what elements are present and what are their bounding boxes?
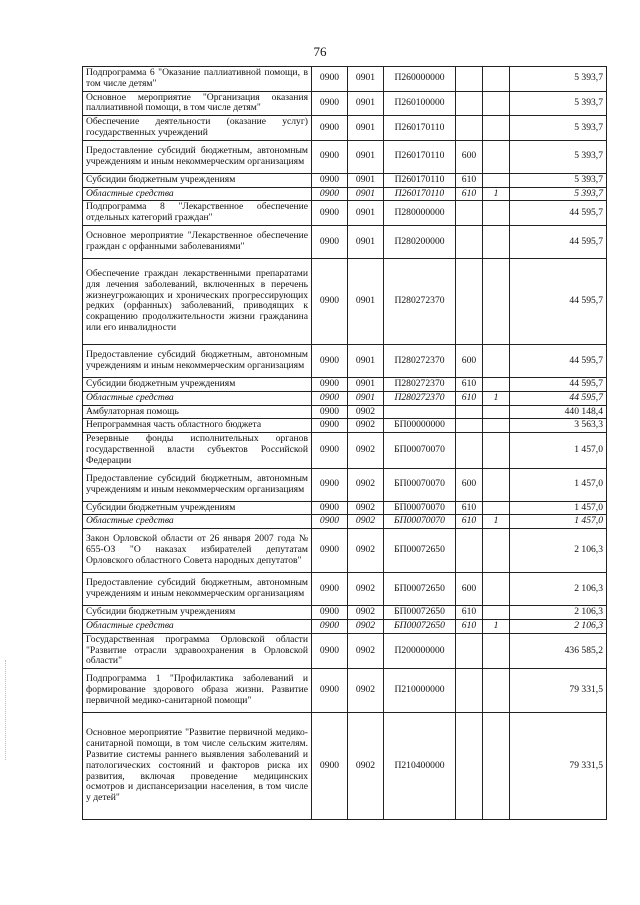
row-funding-source: 1 [483,515,510,529]
row-funding-source [483,225,510,258]
row-ministry-code: 0900 [312,391,348,405]
row-expense-type: 610 [456,391,483,405]
row-expense-type [456,116,483,141]
row-ministry-code: 0900 [312,419,348,433]
row-sum: 5 393,7 [510,140,607,173]
row-sum: 79 331,5 [510,713,607,820]
row-funding-source: 1 [483,187,510,201]
table-row [83,573,607,606]
row-sum: 44 595,7 [510,258,607,344]
row-target-code: П280272370 [384,344,456,377]
row-target-code: П260170110 [384,116,456,141]
row-ministry-code: 0900 [312,201,348,226]
row-target-code: БП00000000 [384,419,456,433]
row-name: Обеспечение граждан лекарственными препаратами для лечения заболеваний, включенных в перечень жизнеугрожающих и хронических прогрессирующих редких (орфанных) заболеваний, приводящих к сокращению продолжительности жизни гражданина или его инвалидности [83,258,312,344]
row-sum: 2 106,3 [510,606,607,620]
row-name: Основное мероприятие "Развитие первичной медико-санитарной помощи, в том числе сельским жителям. Развитие системы раннего выявления заболеваний и патологических состояний и факторов риска их развития, включая проведение медицинских осмотров и диспансеризации населения, в том числе у детей" [83,713,312,820]
row-target-code: П260000000 [384,67,456,92]
row-funding-source [483,433,510,468]
table-row [83,91,607,116]
row-ministry-code: 0900 [312,515,348,529]
row-expense-type [456,433,483,468]
row-sum: 436 585,2 [510,633,607,668]
row-sum: 44 595,7 [510,344,607,377]
row-target-code: П260170110 [384,173,456,187]
row-section-code: 0901 [348,173,384,187]
row-section-code: 0901 [348,377,384,391]
row-expense-type [456,225,483,258]
row-section-code: 0902 [348,713,384,820]
row-name: Подпрограмма 6 "Оказание паллиативной помощи, в том числе детям" [83,67,312,92]
row-target-code: П280000000 [384,201,456,226]
row-expense-type: 610 [456,515,483,529]
row-section-code: 0902 [348,468,384,501]
row-sum: 5 393,7 [510,91,607,116]
row-name: Субсидии бюджетным учреждениям [83,501,312,515]
row-funding-source: 1 [483,391,510,405]
row-funding-source: 1 [483,619,510,633]
row-funding-source [483,377,510,391]
row-ministry-code: 0900 [312,91,348,116]
table-row [83,529,607,573]
row-expense-type [456,669,483,713]
row-sum: 5 393,7 [510,116,607,141]
row-sum: 5 393,7 [510,187,607,201]
row-name: Резервные фонды исполнительных органов государственной власти субъектов Российской Федерации [83,433,312,468]
row-section-code: 0901 [348,116,384,141]
row-target-code: П280200000 [384,225,456,258]
row-target-code: П260100000 [384,91,456,116]
table-row [83,633,607,668]
row-expense-type [456,258,483,344]
row-target-code [384,405,456,419]
row-expense-type: 610 [456,501,483,515]
table-row [83,173,607,187]
row-name: Подпрограмма 1 "Профилактика заболеваний и формирование здорового образа жизни. Развитие первичной медико-санитарной помощи" [83,669,312,713]
row-expense-type: 600 [456,468,483,501]
row-target-code: БП00070070 [384,501,456,515]
row-sum: 44 595,7 [510,225,607,258]
row-funding-source [483,419,510,433]
row-target-code: БП00070070 [384,515,456,529]
row-target-code: П260170110 [384,140,456,173]
table-row [83,344,607,377]
row-sum: 1 457,0 [510,468,607,501]
row-sum: 1 457,0 [510,433,607,468]
table-row [83,619,607,633]
row-section-code: 0902 [348,573,384,606]
row-funding-source [483,633,510,668]
row-funding-source [483,344,510,377]
row-name: Государственная программа Орловской области "Развитие отрасли здравоохранения в Орловской области" [83,633,312,668]
row-ministry-code: 0900 [312,258,348,344]
row-funding-source [483,258,510,344]
row-funding-source [483,713,510,820]
table-row [83,419,607,433]
row-funding-source [483,573,510,606]
row-funding-source [483,468,510,501]
row-section-code: 0901 [348,67,384,92]
row-funding-source [483,501,510,515]
row-ministry-code: 0900 [312,187,348,201]
row-expense-type: 610 [456,377,483,391]
row-name: Амбулаторная помощь [83,405,312,419]
row-target-code: БП00072650 [384,606,456,620]
table-row [83,225,607,258]
row-target-code: П280272370 [384,377,456,391]
table-row [83,187,607,201]
row-expense-type: 610 [456,619,483,633]
row-target-code: БП00072650 [384,573,456,606]
row-target-code: П260170110 [384,187,456,201]
table-row [83,606,607,620]
row-sum: 5 393,7 [510,173,607,187]
row-section-code: 0902 [348,633,384,668]
table-row [83,468,607,501]
row-section-code: 0902 [348,405,384,419]
row-ministry-code: 0900 [312,140,348,173]
row-sum: 44 595,7 [510,377,607,391]
row-sum: 2 106,3 [510,529,607,573]
row-funding-source [483,173,510,187]
table-row [83,391,607,405]
row-funding-source [483,529,510,573]
row-target-code: П280272370 [384,258,456,344]
row-funding-source [483,91,510,116]
table-row [83,405,607,419]
row-ministry-code: 0900 [312,633,348,668]
row-ministry-code: 0900 [312,433,348,468]
row-expense-type [456,713,483,820]
row-section-code: 0902 [348,515,384,529]
page-number: 76 [313,44,327,59]
row-section-code: 0901 [348,391,384,405]
scan-margin-mark [5,660,7,760]
row-section-code: 0901 [348,91,384,116]
row-name: Областные средства [83,515,312,529]
row-ministry-code: 0900 [312,225,348,258]
row-expense-type [456,529,483,573]
row-ministry-code: 0900 [312,619,348,633]
row-ministry-code: 0900 [312,344,348,377]
row-expense-type: 610 [456,187,483,201]
budget-table-body [83,67,607,820]
row-section-code: 0901 [348,201,384,226]
table-row [83,67,607,92]
row-section-code: 0902 [348,501,384,515]
table-row [83,713,607,820]
budget-table [82,66,607,820]
row-name: Областные средства [83,391,312,405]
row-target-code: БП00070070 [384,468,456,501]
row-expense-type [456,91,483,116]
row-sum: 1 457,0 [510,501,607,515]
row-funding-source [483,405,510,419]
row-name: Подпрограмма 8 "Лекарственное обеспечение отдельных категорий граждан" [83,201,312,226]
row-name: Субсидии бюджетным учреждениям [83,606,312,620]
row-name: Обеспечение деятельности (оказание услуг) государственных учреждений [83,116,312,141]
row-ministry-code: 0900 [312,67,348,92]
row-sum: 1 457,0 [510,515,607,529]
row-expense-type: 600 [456,140,483,173]
row-section-code: 0902 [348,433,384,468]
row-funding-source [483,116,510,141]
row-target-code: П210400000 [384,713,456,820]
row-expense-type: 600 [456,344,483,377]
row-sum: 44 595,7 [510,201,607,226]
row-ministry-code: 0900 [312,529,348,573]
table-row [83,201,607,226]
row-section-code: 0902 [348,619,384,633]
table-row [83,377,607,391]
row-ministry-code: 0900 [312,713,348,820]
row-section-code: 0901 [348,187,384,201]
row-section-code: 0902 [348,669,384,713]
table-row [83,501,607,515]
row-section-code: 0901 [348,258,384,344]
row-name: Предоставление субсидий бюджетным, автономным учреждениям и иным некоммерческим организациям [83,344,312,377]
row-expense-type [456,419,483,433]
row-ministry-code: 0900 [312,501,348,515]
row-expense-type: 600 [456,573,483,606]
row-ministry-code: 0900 [312,606,348,620]
row-name: Предоставление субсидий бюджетным, автономным учреждениям и иным некоммерческим организациям [83,573,312,606]
row-target-code: П210000000 [384,669,456,713]
row-ministry-code: 0900 [312,377,348,391]
row-sum: 3 563,3 [510,419,607,433]
row-ministry-code: 0900 [312,116,348,141]
row-name: Областные средства [83,187,312,201]
row-expense-type [456,405,483,419]
row-section-code: 0901 [348,225,384,258]
row-expense-type [456,67,483,92]
row-target-code: БП00072650 [384,619,456,633]
row-name: Субсидии бюджетным учреждениям [83,173,312,187]
row-sum: 44 595,7 [510,391,607,405]
row-sum: 2 106,3 [510,573,607,606]
row-expense-type [456,633,483,668]
row-sum: 5 393,7 [510,67,607,92]
row-name: Основное мероприятие "Лекарственное обеспечение граждан с орфанными заболеваниями" [83,225,312,258]
row-sum: 2 106,3 [510,619,607,633]
row-name: Областные средства [83,619,312,633]
row-section-code: 0902 [348,606,384,620]
row-target-code: П200000000 [384,633,456,668]
row-expense-type [456,201,483,226]
row-sum: 440 148,4 [510,405,607,419]
row-funding-source [483,669,510,713]
row-section-code: 0902 [348,419,384,433]
table-row [83,116,607,141]
table-row [83,515,607,529]
row-sum: 79 331,5 [510,669,607,713]
row-name: Основное мероприятие "Организация оказания паллиативной помощи, в том числе детям" [83,91,312,116]
row-target-code: БП00072650 [384,529,456,573]
row-funding-source [483,140,510,173]
row-expense-type: 610 [456,173,483,187]
row-section-code: 0901 [348,344,384,377]
row-name: Субсидии бюджетным учреждениям [83,377,312,391]
row-ministry-code: 0900 [312,468,348,501]
row-target-code: БП00070070 [384,433,456,468]
row-ministry-code: 0900 [312,573,348,606]
row-section-code: 0902 [348,529,384,573]
row-expense-type: 610 [456,606,483,620]
table-row [83,258,607,344]
row-funding-source [483,606,510,620]
row-target-code: П280272370 [384,391,456,405]
table-row [83,140,607,173]
row-name: Закон Орловской области от 26 января 2007 года № 655-ОЗ "О наказах избирателей депутатам Орловского областного Совета народных депутатов" [83,529,312,573]
row-name: Предоставление субсидий бюджетным, автономным учреждениям и иным некоммерческим организациям [83,468,312,501]
row-ministry-code: 0900 [312,173,348,187]
table-row [83,433,607,468]
row-funding-source [483,201,510,226]
row-name: Непрограммная часть областного бюджета [83,419,312,433]
row-ministry-code: 0900 [312,669,348,713]
row-ministry-code: 0900 [312,405,348,419]
row-section-code: 0901 [348,140,384,173]
row-funding-source [483,67,510,92]
row-name: Предоставление субсидий бюджетным, автономным учреждениям и иным некоммерческим организациям [83,140,312,173]
table-row [83,669,607,713]
